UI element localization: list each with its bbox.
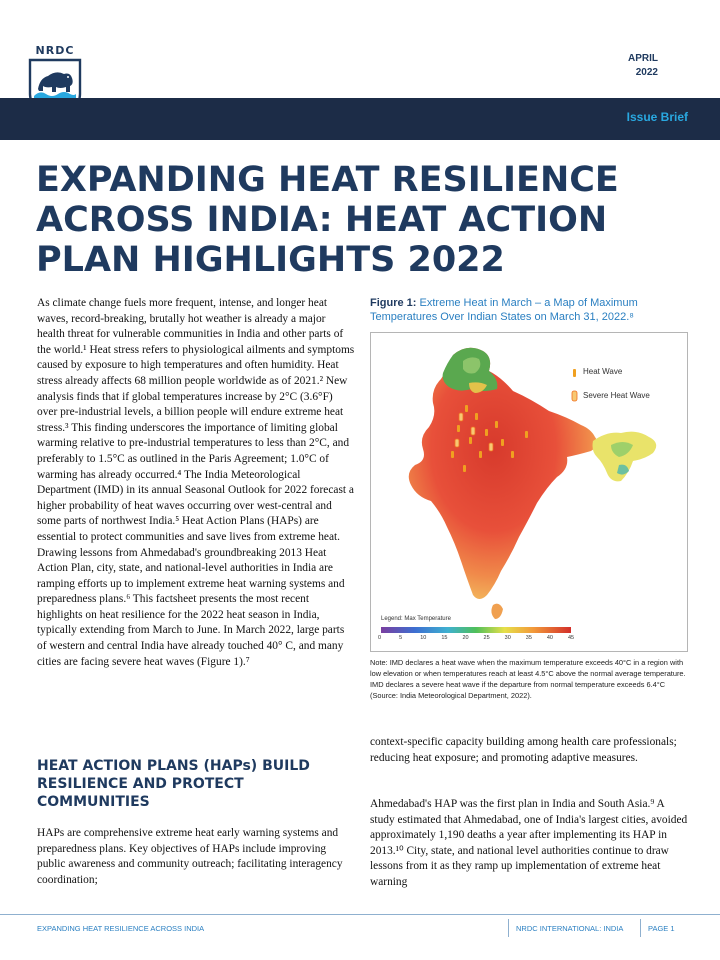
severe-heat-wave-legend-icon [572,391,577,401]
scale-tick-label: 5 [399,635,403,641]
scale-title: Legend: Max Temperature [381,616,451,622]
india-mainland [409,348,598,599]
figure-label: Figure 1: [370,297,417,309]
right-paragraph-2: Ahmedabad's HAP was the first plan in India and South Asia.⁹ A study estimated that Ahmedabad, one of India's largest cities, avoided approximately 1,190 deaths a year after implementing its HAP in 2013.¹⁰ City, state, and national level authorities continue to draw lessons from it as they ramp up implementation of extreme heat warning [370,798,688,888]
scale-ticks [378,635,575,645]
scale-tick-label: 25 [483,635,490,641]
scale-tick-label: 40 [546,635,553,641]
page-number: PAGE 1 [648,924,675,933]
legend-severe-heat-wave: Severe Heat Wave [583,391,650,400]
temperature-scale-bar [381,627,571,633]
header-band [0,98,720,140]
legend-heat-wave: Heat Wave [583,367,623,376]
intro-paragraph: As climate change fuels more frequent, intense, and longer heat waves, record-breaking, brutally hot weather is already a major health threat for vulnerable communities in India and other parts of the world.¹ Heat stress refers to physiological ailments and symptoms caused by exposure to high temperatures and often humidity. Heat stress already affects 68 million people worldwide as of 2021.² New analysis finds that if global temperatures increase by 2°C (3.6°F) over pre-industrial levels, a billion people will endure extreme heat stress.³ This finding underscores the importance of limiting global warming relative to pre-industrial temperatures to less than 2°C, and preferably to 1.5°C as outlined in the Paris Agreement; 1.0°C of warming has already occurred.⁴ The India Meteorological Department (IMD) in its annual Seasonal Outlook for 2022 forecast a higher probability of heat waves occurring over west-central and some parts of northwest India.⁵ Heat Action Plans (HAPs) are essential to protect communities and save lives from extreme heat. Drawing lessons from Ahmedabad's groundbreaking 2013 Heat Action Plan, city, state, and national-level authorities in India are ramping efforts up to implement extreme heat warning systems and preparedness plans.⁶ This factsheet presents the most recent highlights on heat resilience for the 2022 heat season in India, typically extending from March to June. In March 2022, large parts of western and central India have already touched 40° C, and many cities are facing severe heat waves (Figure 1).⁷ [37,297,355,668]
figure-caption [370,296,688,324]
figure-title: Extreme Heat in March – a Map of Maximum Temperatures Over Indian States on March 31, 2022.⁸ [370,297,638,323]
scale-tick-label: 20 [462,635,469,641]
figure-note: Note: IMD declares a heat wave when the maximum temperature exceeds 40°C in a region with low elevation or when temperatures reach at least 4.5°C above the normal average temperature. IMD declares a severe heat wave if the departure from normal temperature exceeds 6.4°C (Source: India Meteorological Department, 2022). [370,658,686,700]
scale-tick-label: 0 [378,635,382,641]
scale-tick-label: 30 [504,635,511,641]
india-temperature-map [371,333,687,651]
scale-tick-label: 10 [420,635,427,641]
footer-separator-2 [640,919,641,937]
issue-brief-label: Issue Brief [626,110,688,124]
footer-separator-1 [508,919,509,937]
sri-lanka [491,604,503,619]
footer-title: EXPANDING HEAT RESILIENCE ACROSS INDIA [37,924,205,933]
scale-tick-label: 35 [525,635,532,641]
logo-text: NRDC [35,44,75,57]
scale-tick-label: 45 [568,635,575,641]
issue-date [628,52,658,80]
figure-map [370,332,688,652]
heat-wave-legend-icon [573,369,576,377]
date-month: APRIL [628,53,658,64]
footer-section: NRDC INTERNATIONAL: INDIA [516,924,624,933]
page-title: EXPANDING HEAT RESILIENCE ACROSS INDIA: HEAT ACTION PLAN HIGHLIGHTS 2022 [36,160,619,280]
section-paragraph: HAPs are comprehensive extreme heat early warning systems and preparedness plans. Key objectives of HAPs include improving public awareness and community outreach; facilitating interagency coordination; [37,827,343,886]
footer-divider [0,914,720,915]
scale-tick-label: 15 [441,635,448,641]
right-paragraph-1: context-specific capacity building among health care professionals; reducing heat exposure; and promoting adaptive measures. [370,736,677,764]
section-heading: HEAT ACTION PLANS (HAPs) BUILD RESILIENCE AND PROTECT COMMUNITIES [37,758,310,810]
date-year: 2022 [635,67,658,78]
